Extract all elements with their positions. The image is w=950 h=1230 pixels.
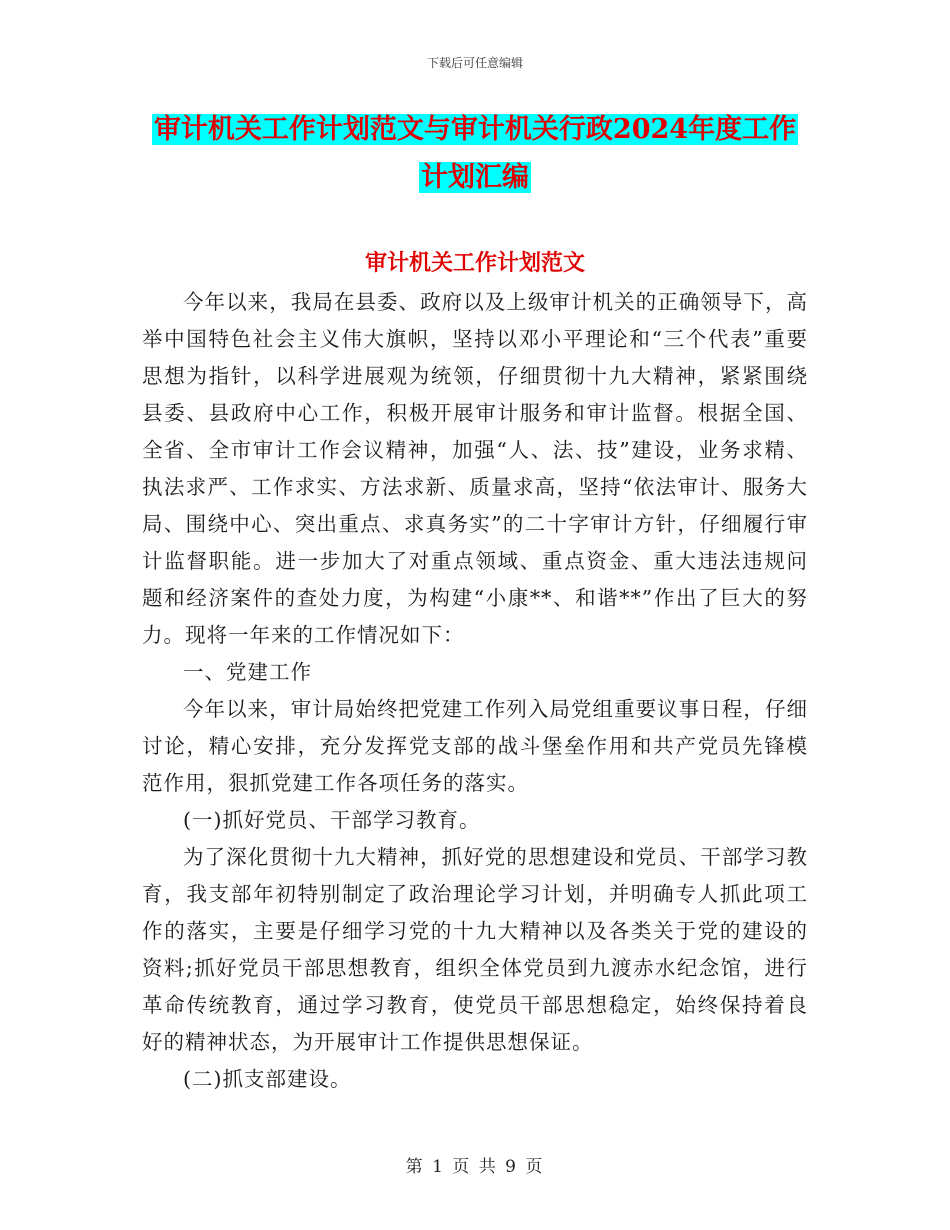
document-title-line-1: 审计机关工作计划范文与审计机关行政2024年度工作 (153, 114, 797, 145)
document-title-line-2: 计划汇编 (421, 162, 529, 193)
paragraph-study-education: 为了深化贯彻十九大精神，抓好党的思想建设和党员、干部学习教育，我支部年初特别制定了政治理论学习计划，并明确专人抓此项工作的落实，主要是仔细学习党的十九大精神以及各类关于党的建设的资料;抓好党员干部思想教育，组织全体党员到九渡赤水纪念馆，进行革命传统教育，通过学习教育，使党员干部思想稳定，始终保持着良好的精神状态，为开展审计工作提供思想保证。 (142, 845, 808, 1054)
header-note: 下载后可任意编辑 (426, 56, 523, 70)
subheading-branch-building: (二)抓支部建设。 (183, 1067, 352, 1091)
document-body (142, 284, 808, 1098)
document-title (140, 106, 810, 202)
heading-party-building: 一、党建工作 (183, 660, 312, 684)
section-title: 审计机关工作计划范文 (364, 250, 585, 276)
page-footer: 第 1 页 共 9 页 (405, 1157, 545, 1177)
paragraph-intro: 今年以来，我局在县委、政府以及上级审计机关的正确领导下，高举中国特色社会主义伟大旗帜，坚持以邓小平理论和“三个代表”重要思想为指针，以科学进展观为统领，仔细贯彻十九大精神，紧紧围绕县委、县政府中心工作，积极开展审计服务和审计监督。根据全国、全省、全市审计工作会议精神，加强“人、法、技”建设，业务求精、执法求严、工作求实、方法求新、质量求高，坚持“依法审计、服务大局、围绕中心、突出重点、求真务实”的二十字审计方针，仔细履行审计监督职能。进一步加大了对重点领域、重点资金、重大违法违规问题和经济案件的查处力度，为构建“小康**、和谐**”作出了巨大的努力。现将一年来的工作情况如下： (142, 290, 808, 647)
paragraph-party-building: 今年以来，审计局始终把党建工作列入局党组重要议事日程，仔细讨论，精心安排，充分发挥党支部的战斗堡垒作用和共产党员先锋模范作用，狠抓党建工作各项任务的落实。 (142, 697, 808, 795)
subheading-study-education: (一)抓好党员、干部学习教育。 (183, 808, 481, 832)
